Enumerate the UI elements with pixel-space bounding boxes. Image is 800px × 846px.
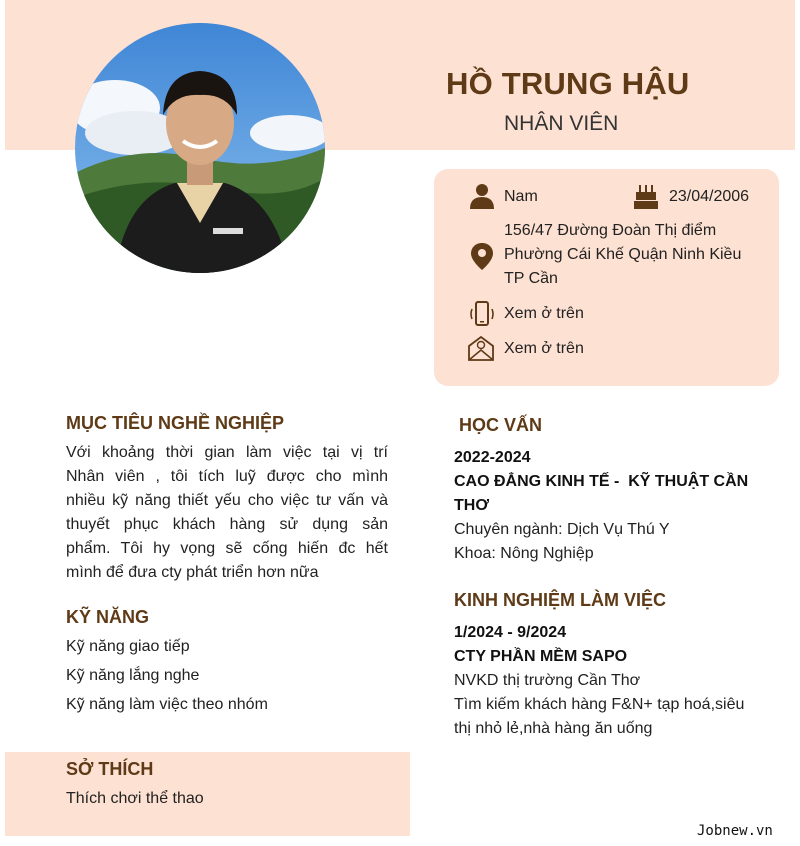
objective-line: phẩm. Tôi hy vọng sẽ cống hiến đc hết: [66, 540, 388, 557]
profile-photo: [75, 23, 325, 273]
objective-line: thuyết phục khách hàng sử dụng sản: [66, 516, 388, 533]
hobbies-title: SỞ THÍCH: [66, 759, 154, 779]
skill-item: Kỹ năng làm việc theo nhóm: [66, 696, 268, 713]
birthdate-value: 23/04/2006: [669, 188, 750, 205]
objective-line: Với khoảng thời gian làm việc tại vị trí: [66, 444, 388, 461]
education-title: HỌC VẤN: [459, 415, 543, 435]
footer-brand: Jobnew.vn: [697, 823, 773, 839]
experience-period: 1/2024 - 9/2024: [454, 624, 567, 641]
education-school-line: THƠ: [454, 497, 489, 514]
skills-title: KỸ NĂNG: [66, 607, 150, 627]
candidate-role: NHÂN VIÊN: [504, 112, 619, 135]
education-faculty: Khoa: Nông Nghiệp: [454, 545, 594, 562]
address-line-3: TP Cần: [504, 270, 558, 287]
location-pin-icon: [471, 243, 493, 270]
experience-desc-line: thị nhỏ lẻ,nhà hàng ăn uống: [454, 720, 653, 737]
objective-text: [66, 441, 388, 585]
birthday-cake-icon: [634, 183, 658, 209]
person-icon: [469, 183, 495, 209]
education-school-line: CAO ĐẲNG KINH TẾ - KỸ THUẬT CẦN: [454, 473, 749, 490]
experience-desc-line: Tìm kiếm khách hàng F&N+ tạp hoá,siêu: [454, 696, 745, 713]
phone-value: Xem ở trên: [504, 305, 584, 322]
phone-icon: [468, 300, 496, 328]
email-icon: [468, 335, 494, 361]
email-value: Xem ở trên: [504, 340, 584, 357]
objective-line: mình để đưa cty phát triển hơn nữa: [66, 564, 319, 581]
objective-line: nhiều kỹ năng thiết yếu cho việc tư vấn và: [66, 492, 388, 509]
objective-line: Nhân viên , tôi tích luỹ được cho mình: [66, 468, 388, 485]
education-period: 2022-2024: [454, 449, 531, 466]
skill-item: Kỹ năng lắng nghe: [66, 667, 200, 684]
gender-value: Nam: [504, 188, 538, 205]
experience-position: NVKD thị trường Cần Thơ: [454, 672, 641, 689]
skill-item: Kỹ năng giao tiếp: [66, 638, 190, 655]
experience-company: CTY PHẦN MỀM SAPO: [454, 648, 628, 665]
education-major: Chuyên ngành: Dịch Vụ Thú Y: [454, 521, 670, 538]
address-line-1: 156/47 Đường Đoàn Thị điểm: [504, 222, 717, 239]
experience-title: KINH NGHIỆM LÀM VIỆC: [454, 590, 667, 610]
hobby-text: Thích chơi thể thao: [66, 790, 204, 807]
candidate-name: HỒ TRUNG HẬU: [446, 66, 690, 101]
address-line-2: Phường Cái Khế Quận Ninh Kiều: [504, 246, 742, 263]
objective-title: MỤC TIÊU NGHỀ NGHIỆP: [66, 413, 285, 433]
